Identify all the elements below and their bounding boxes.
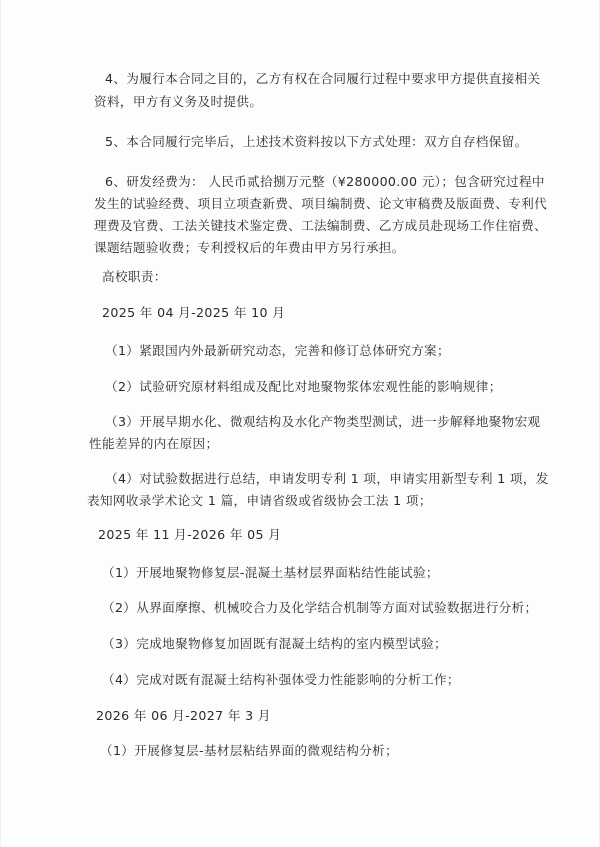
- phase-1-item-4-line-1: （4）对试验数据进行总结，申请发明专利 1 项，申请实用新型专利 1 项，发: [105, 471, 549, 486]
- phase-2-period: 2025 年 11 月-2026 年 05 月: [98, 527, 282, 542]
- phase-2-item-1: （1）开展地聚物修复层-混凝土基材层界面粘结性能试验；: [102, 565, 439, 580]
- phase-1-item-1: （1）紧跟国内外最新研究动态，完善和修订总体研究方案；: [105, 343, 450, 358]
- clause-4-line-2: 资料，甲方有义务及时提供。: [94, 94, 263, 109]
- phase-2-item-4: （4）完成对既有混凝土结构补强体受力性能影响的分析工作；: [102, 672, 460, 687]
- clause-4-line-1: 4、为履行本合同之目的，乙方有权在合同履行过程中要求甲方提供直接相关: [105, 71, 541, 86]
- clause-6-line-4: 课题结题验收费；专利授权后的年费由甲方另行承担。: [94, 240, 405, 255]
- responsibilities-heading: 高校职责：: [102, 269, 167, 284]
- phase-1-item-2: （2）试验研究原材料组成及配比对地聚物浆体宏观性能的影响规律；: [105, 379, 502, 394]
- phase-3-period: 2026 年 06 月-2027 年 3 月: [96, 708, 271, 723]
- phase-2-item-3: （3）完成地聚物修复加固既有混凝土结构的室内模型试验；: [102, 636, 447, 651]
- clause-5-line-1: 5、本合同履行完毕后，上述技术资料按以下方式处理：双方自存档保留。: [105, 134, 528, 149]
- phase-2-item-2: （2）从界面摩擦、机械咬合力及化学结合机制等方面对试验数据进行分析；: [102, 600, 538, 615]
- phase-3-item-1: （1）开展修复层-基材层粘结界面的微观结构分析；: [100, 743, 399, 758]
- phase-1-item-4-line-2: 表知网收录学术论文 1 篇，申请省级或省级协会工法 1 项；: [87, 493, 432, 508]
- clause-6-line-1: 6、研发经费为： 人民币贰拾捌万元整（¥280000.00 元）；包含研究过程中: [105, 174, 545, 189]
- phase-1-item-3-line-1: （3）开展早期水化、微观结构及水化产物类型测试，进一步解释地聚物宏观: [105, 414, 541, 429]
- phase-1-item-3-line-2: 性能差异的内在原因；: [89, 436, 219, 451]
- clause-6-line-2: 发生的试验经费、项目立项查新费、项目编制费、论文审稿费及版面费、专利代: [94, 196, 548, 211]
- phase-1-period: 2025 年 04 月-2025 年 10 月: [102, 305, 286, 320]
- clause-6-line-3: 理费及官费、工法关键技术鉴定费、工法编制费、乙方成员赴现场工作住宿费、: [94, 218, 548, 233]
